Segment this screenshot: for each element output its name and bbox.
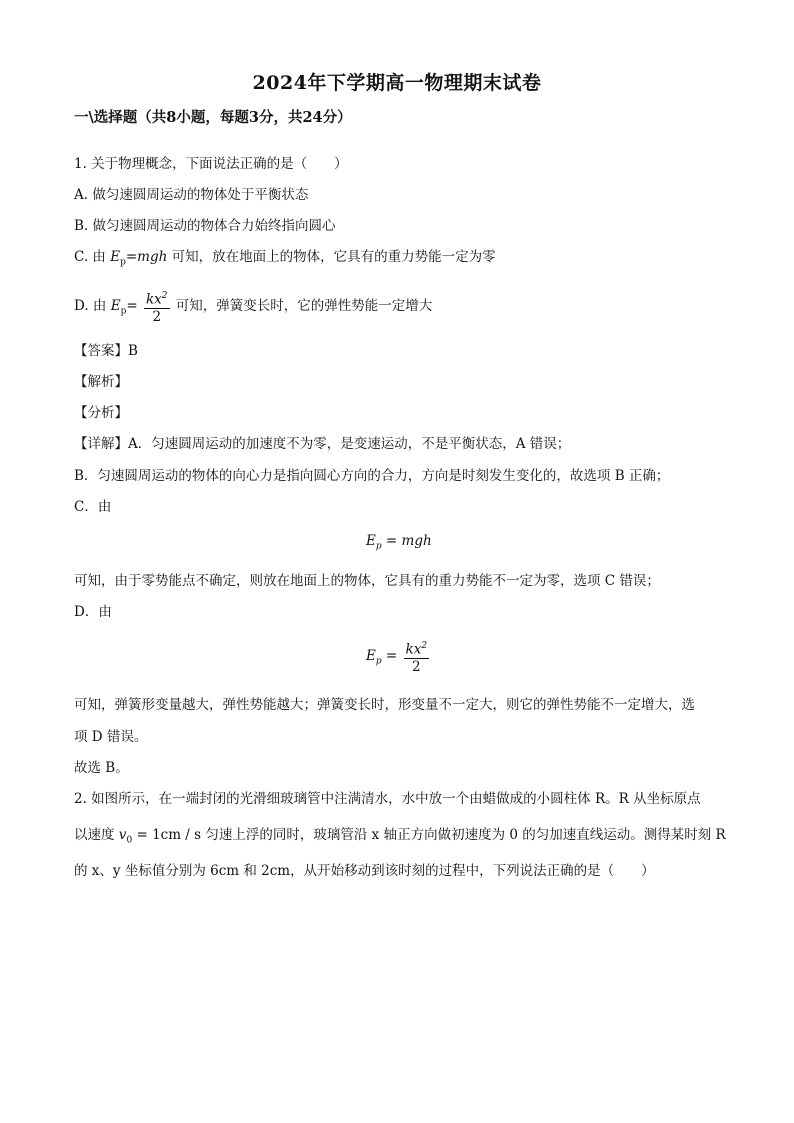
equation-2-sup: 2	[421, 641, 428, 652]
answer-label: 【答案】B	[74, 343, 138, 359]
question-2-line-1: 2. 如图所示，在一端封闭的光滑细玻璃管中注满清水，水中放一个由蜡做成的小圆柱体 R。R 从坐标原点	[74, 791, 701, 807]
detail-c: C．由	[74, 499, 112, 515]
page-title: 2024年下学期高一物理期末试卷	[252, 72, 542, 94]
question-2-line-2-b: = 1cm / s 匀速上浮的同时，玻璃管沿 x 轴正方向做初速度为 0 的匀加速直线运动。测得某时刻 R	[132, 827, 726, 843]
detail-a: 【详解】A．匀速圆周运动的加速度不为零，是变速运动，不是平衡状态，A 错误；	[74, 436, 571, 452]
detail-d: D．由	[74, 604, 112, 620]
section-heading: 一\选择题（共8小题，每题3分，共24分）	[74, 109, 352, 126]
conclusion: 故选 B。	[74, 760, 129, 776]
equation-2-numerator: kx	[405, 641, 422, 658]
option-d-sup: 2	[161, 291, 168, 302]
equation-1-rhs: = mgh	[381, 533, 432, 549]
option-a: A. 做匀速圆周运动的物体处于平衡状态	[74, 187, 309, 203]
equation-2	[366, 636, 431, 682]
equation-2-fraction	[404, 638, 430, 675]
option-c	[74, 247, 496, 273]
question-2-line-2-a: 以速度	[74, 827, 119, 843]
question-2-velocity-sub: 0	[126, 835, 133, 846]
option-c-formula-e: E	[110, 249, 121, 265]
equation-2-e: E	[366, 648, 376, 664]
question-2-line-3: 的 x、y 坐标值分别为 6cm 和 2cm，从开始移动到该时刻的过程中，下列说法正确的是（ ）	[74, 863, 655, 879]
analysis-label: 【解析】	[74, 374, 128, 390]
option-d-fraction	[144, 288, 170, 325]
equation-2-eq: =	[381, 648, 402, 664]
option-c-prefix: C. 由	[74, 249, 106, 265]
option-d-prefix: D. 由	[74, 298, 107, 314]
fenxi-label: 【分析】	[74, 405, 128, 421]
option-d	[74, 286, 432, 332]
equation-2-denominator: 2	[412, 658, 421, 675]
equation-1-e: E	[366, 533, 376, 549]
option-d-denominator: 2	[152, 308, 162, 325]
detail-d2: 可知，弹簧形变量越大，弹性势能越大；弹簧变长时，形变量不一定大，则它的弹性势能不一定增大，选	[74, 697, 695, 713]
question-2-line-2	[74, 825, 726, 851]
option-c-formula-sub: p	[120, 257, 126, 268]
detail-c2: 可知，由于零势能点不确定，则放在地面上的物体，它具有的重力势能不一定为零，选项 C 错误；	[74, 573, 660, 589]
option-d-suffix: 可知，弹簧变长时，它的弹性势能一定增大	[175, 298, 433, 314]
option-d-formula-sub: p	[120, 306, 127, 317]
option-b: B. 做匀速圆周运动的物体合力始终指向圆心	[74, 218, 336, 234]
option-d-numerator: kx	[145, 291, 162, 308]
option-d-formula-e: E	[110, 298, 121, 314]
option-c-suffix: 可知，放在地面上的物体，它具有的重力势能一定为零	[167, 249, 496, 265]
option-d-formula-eq: =	[126, 298, 138, 314]
equation-1-sub: p	[375, 541, 382, 552]
option-c-formula-rhs: =mgh	[125, 249, 168, 265]
equation-1	[366, 533, 432, 552]
detail-d3: 项 D 错误。	[74, 729, 148, 745]
detail-b: B．匀速圆周运动的物体的向心力是指向圆心方向的合力，方向是时刻发生变化的，故选项 B 正确；	[74, 468, 670, 484]
question-2-velocity: v	[118, 827, 127, 843]
question-1-stem: 1. 关于物理概念，下面说法正确的是（ ）	[74, 156, 348, 172]
equation-2-sub: p	[375, 656, 382, 667]
